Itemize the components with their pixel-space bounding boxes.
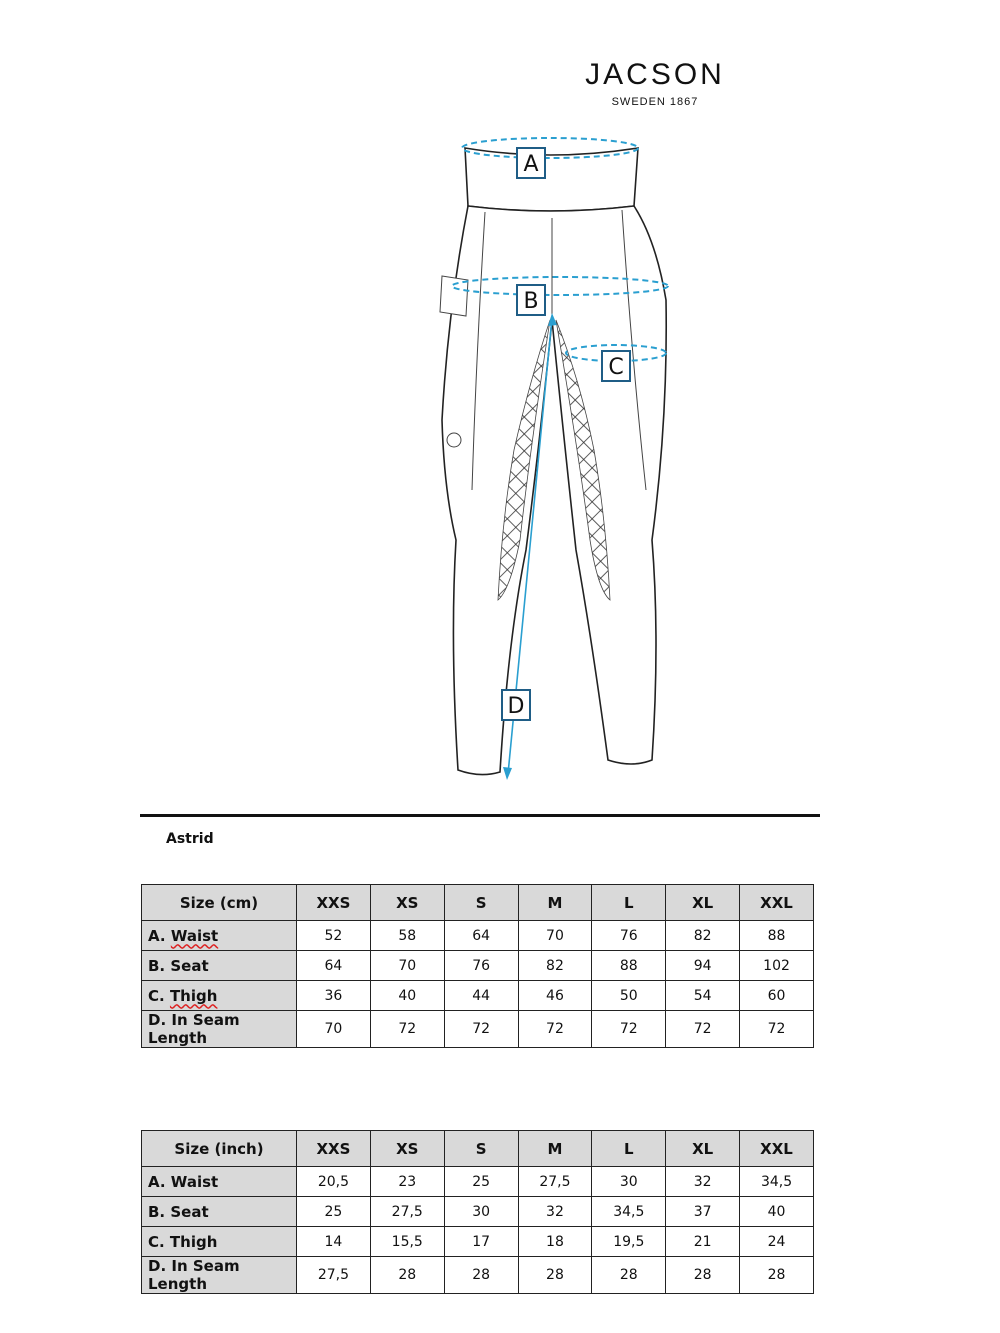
row-label: B. Seat xyxy=(142,951,297,981)
table-cell: 28 xyxy=(666,1257,740,1294)
table-cell: 34,5 xyxy=(592,1197,666,1227)
row-label: B. Seat xyxy=(142,1197,297,1227)
table-row xyxy=(142,1167,814,1197)
table-cell: 82 xyxy=(518,951,592,981)
svg-text:A: A xyxy=(523,152,539,177)
header-cell: S xyxy=(444,885,518,921)
table-cell: 40 xyxy=(370,981,444,1011)
table-cell: 25 xyxy=(297,1197,371,1227)
svg-text:B: B xyxy=(523,289,539,314)
table-cell: 28 xyxy=(518,1257,592,1294)
row-label: A. Waist xyxy=(142,1167,297,1197)
table-cell: 46 xyxy=(518,981,592,1011)
table-cell: 24 xyxy=(740,1227,814,1257)
table-cell: 28 xyxy=(444,1257,518,1294)
table-row xyxy=(142,1227,814,1257)
brand-name: JACSON xyxy=(585,58,725,91)
table-cell: 72 xyxy=(740,1011,814,1048)
row-label: D. In Seam Length xyxy=(142,1011,297,1048)
header-cell: XXS xyxy=(297,885,371,921)
header-cell: XXL xyxy=(740,885,814,921)
table-cell: 23 xyxy=(370,1167,444,1197)
brand-tagline: SWEDEN 1867 xyxy=(611,96,699,108)
table-cell: 70 xyxy=(370,951,444,981)
table-cell: 64 xyxy=(297,951,371,981)
table-cell: 70 xyxy=(297,1011,371,1048)
table-row xyxy=(142,1011,814,1048)
table-cell: 52 xyxy=(297,921,371,951)
table-cell: 94 xyxy=(666,951,740,981)
header-cell: XS xyxy=(370,885,444,921)
row-label: D. In Seam Length xyxy=(142,1257,297,1294)
table-cell: 30 xyxy=(592,1167,666,1197)
table-cell: 20,5 xyxy=(297,1167,371,1197)
table-cell: 82 xyxy=(666,921,740,951)
header-cell: L xyxy=(592,885,666,921)
table-cell: 17 xyxy=(444,1227,518,1257)
table-header-row xyxy=(142,885,814,921)
header-cell: M xyxy=(518,1131,592,1167)
table-cell: 70 xyxy=(518,921,592,951)
table-cell: 72 xyxy=(518,1011,592,1048)
row-label: C. Thigh xyxy=(142,1227,297,1257)
table-cell: 102 xyxy=(740,951,814,981)
table-cell: 28 xyxy=(370,1257,444,1294)
header-cell: L xyxy=(592,1131,666,1167)
table-row xyxy=(142,981,814,1011)
table-row xyxy=(142,951,814,981)
table-cell: 88 xyxy=(740,921,814,951)
label-a xyxy=(517,148,545,178)
table-row xyxy=(142,921,814,951)
header-cell: Size (cm) xyxy=(142,885,297,921)
section-divider xyxy=(140,814,820,817)
table-row xyxy=(142,1257,814,1294)
table-cell: 32 xyxy=(666,1167,740,1197)
table-cell: 36 xyxy=(297,981,371,1011)
table-cell: 72 xyxy=(444,1011,518,1048)
table-row xyxy=(142,1197,814,1227)
table-cell: 58 xyxy=(370,921,444,951)
table-cell: 14 xyxy=(297,1227,371,1257)
svg-text:C: C xyxy=(608,355,624,380)
table-cell: 28 xyxy=(592,1257,666,1294)
table-cell: 27,5 xyxy=(518,1167,592,1197)
table-cell: 19,5 xyxy=(592,1227,666,1257)
table-cell: 54 xyxy=(666,981,740,1011)
product-name: Astrid xyxy=(166,831,214,847)
table-cell: 18 xyxy=(518,1227,592,1257)
table-cell: 76 xyxy=(592,921,666,951)
header-cell: XL xyxy=(666,1131,740,1167)
table-cell: 27,5 xyxy=(297,1257,371,1294)
table-cell: 28 xyxy=(740,1257,814,1294)
brand-logo xyxy=(560,58,750,108)
table-cell: 50 xyxy=(592,981,666,1011)
table-cell: 32 xyxy=(518,1197,592,1227)
table-cell: 76 xyxy=(444,951,518,981)
table-cell: 64 xyxy=(444,921,518,951)
table-cell: 30 xyxy=(444,1197,518,1227)
table-cell: 37 xyxy=(666,1197,740,1227)
header-cell: XXS xyxy=(297,1131,371,1167)
table-cell: 25 xyxy=(444,1167,518,1197)
waistband xyxy=(465,148,638,211)
table-cell: 72 xyxy=(592,1011,666,1048)
table-cell: 34,5 xyxy=(740,1167,814,1197)
header-cell: XXL xyxy=(740,1131,814,1167)
header-cell: Size (inch) xyxy=(142,1131,297,1167)
table-cell: 44 xyxy=(444,981,518,1011)
table-cell: 21 xyxy=(666,1227,740,1257)
table-cell: 72 xyxy=(370,1011,444,1048)
header-cell: S xyxy=(444,1131,518,1167)
label-c xyxy=(602,351,630,381)
table-cell: 40 xyxy=(740,1197,814,1227)
size-table-inch xyxy=(141,1130,814,1294)
table-cell: 15,5 xyxy=(370,1227,444,1257)
size-table-cm xyxy=(141,884,814,1048)
table-cell: 88 xyxy=(592,951,666,981)
table-cell: 72 xyxy=(666,1011,740,1048)
table-cell: 27,5 xyxy=(370,1197,444,1227)
table-header-row xyxy=(142,1131,814,1167)
label-b xyxy=(517,285,545,315)
row-label: C. Thigh xyxy=(142,981,297,1011)
header-cell: XS xyxy=(370,1131,444,1167)
header-cell: XL xyxy=(666,885,740,921)
table-cell: 60 xyxy=(740,981,814,1011)
leggings-diagram xyxy=(380,120,700,800)
label-d xyxy=(502,690,530,720)
svg-text:D: D xyxy=(507,694,525,719)
header-cell: M xyxy=(518,885,592,921)
row-label: A. Waist xyxy=(142,921,297,951)
